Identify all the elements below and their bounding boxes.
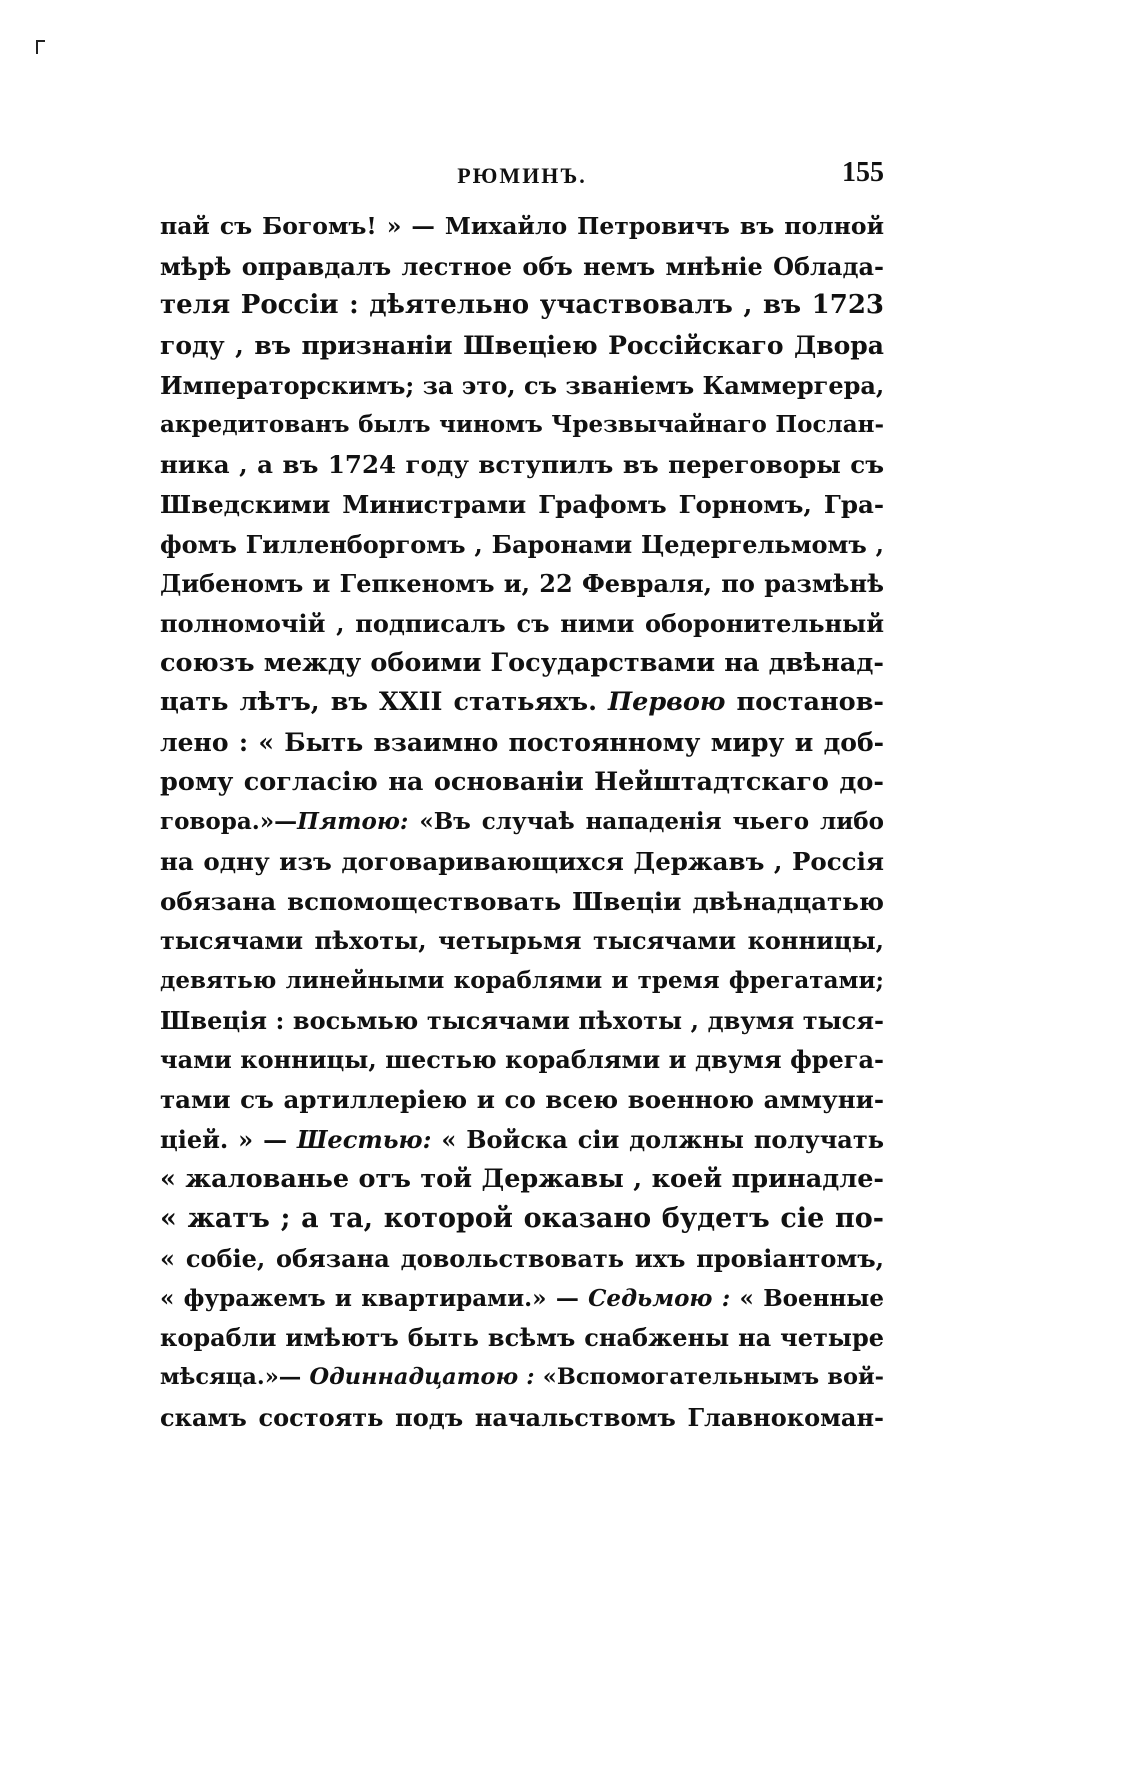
text-line [160,1001,884,1041]
text-segment: пай съ Богомъ! » — Михайло Петровичъ въ полной [160,212,884,240]
scan-corner-mark [36,40,38,54]
text-line [160,921,884,961]
page-number: 155 [842,157,884,188]
text-segment: « собіе, обязана довольствовать ихъ провіантомъ, [160,1243,884,1273]
text-line [160,247,884,287]
text-line [160,286,884,326]
text-line [160,723,884,763]
text-line [160,525,884,565]
text-line [160,961,884,1001]
text-segment: году , въ признаніи Швеціею Россійскаго Двора [160,331,884,361]
text-line [160,445,884,485]
text-line [160,207,884,247]
text-segment: цать лѣтъ, въ XXII статьяхъ. [160,687,608,718]
text-line [160,882,884,922]
text-segment: постанов- [725,687,884,718]
text-segment: ника , а въ 1724 году вступилъ въ переговоры съ [160,450,884,480]
text-line [160,1358,884,1398]
italic-text: Шестью: [297,1124,432,1154]
text-segment: тысячами пѣхоты, четырьмя тысячами конницы, [160,926,884,956]
italic-text: Пятою: [297,808,409,836]
text-segment: фомъ Гилленборгомъ , Баронами Цедергельмомъ , [160,529,884,559]
text-line [160,604,884,644]
text-line [160,405,884,445]
italic-text: Первою [608,687,726,718]
text-line [160,1318,884,1358]
text-line [160,1160,884,1200]
text-segment: Шведскими Министрами Графомъ Горномъ, Гра- [160,489,884,519]
body-text [160,207,884,1437]
text-line [160,802,884,842]
text-line [160,1398,884,1438]
text-segment: акредитованъ былъ чиномъ Чрезвычайнаго Послан- [160,411,884,439]
text-segment: Императорскимъ; за это, съ званіемъ Каммергера, [160,370,885,400]
text-line [160,1120,884,1160]
text-segment: полномочій , подписалъ съ ними оборонительный [160,608,884,638]
text-segment: «Въ случаѣ нападенія чьего либо [408,808,884,836]
text-line [160,763,884,803]
text-line [160,326,884,366]
text-segment: Дибеномъ и Гепкеномъ и, 22 Февраля, по размѣнѣ [160,569,884,599]
text-segment: тами съ артиллеріею и со всею военною аммуни- [160,1085,884,1115]
text-segment: чами конницы, шестью кораблями и двумя фрега- [160,1045,884,1075]
text-segment: мѣсяца.»— [160,1363,310,1390]
text-segment: « Войска сіи должны получать [431,1124,885,1154]
text-line [160,1279,884,1319]
text-segment: девятью линейными кораблями и тремя фрегатами; [160,967,884,995]
text-line [160,1080,884,1120]
running-title: РЮМИНЪ. [457,163,587,188]
text-line [160,1199,884,1239]
text-segment: обязана вспомоществовать Швеціи двѣнадцатью [160,886,884,916]
text-segment: на одну изъ договаривающихся Державъ , Россія [160,847,884,876]
text-segment: рому согласію на основаніи Нейштадтскаго до- [160,766,884,797]
text-segment: « фуражемъ и квартирами.» — [160,1284,589,1312]
page-header [160,157,884,203]
text-segment: мѣрѣ оправдалъ лестное объ немъ мнѣніе Облада- [160,251,884,281]
text-line [160,564,884,604]
text-segment: союзъ между обоими Государствами на двѣнад- [160,647,884,678]
text-line [160,1040,884,1080]
text-line [160,1239,884,1279]
text-line [160,644,884,684]
text-segment: скамъ состоять подъ начальствомъ Главнокоман- [160,1402,884,1432]
text-segment: теля Россіи : дѣятельно участвовалъ , въ 1723 [160,290,884,321]
text-line [160,842,884,882]
text-segment: говора.»— [160,808,298,836]
italic-text: Одиннадцатою : [309,1363,535,1390]
text-line [160,366,884,406]
text-segment: корабли имѣютъ быть всѣмъ снабжены на четыре [160,1323,884,1353]
text-segment: лено : « Быть взаимно постоянному миру и доб- [160,727,884,757]
text-segment: « Военные [730,1284,884,1312]
text-segment: « жалованье отъ той Державы , коей принадле- [160,1163,884,1194]
text-segment: Швеція : восьмью тысячами пѣхоты , двумя тыся- [160,1005,884,1035]
text-line [160,683,884,723]
text-segment: ціей. » — [160,1124,297,1154]
italic-text: Седьмою : [588,1284,731,1312]
text-segment: « жатъ ; а та, которой оказано будетъ сіе по- [160,1203,884,1235]
text-line [160,485,884,525]
text-segment: «Вспомогательнымъ вой- [534,1363,884,1390]
